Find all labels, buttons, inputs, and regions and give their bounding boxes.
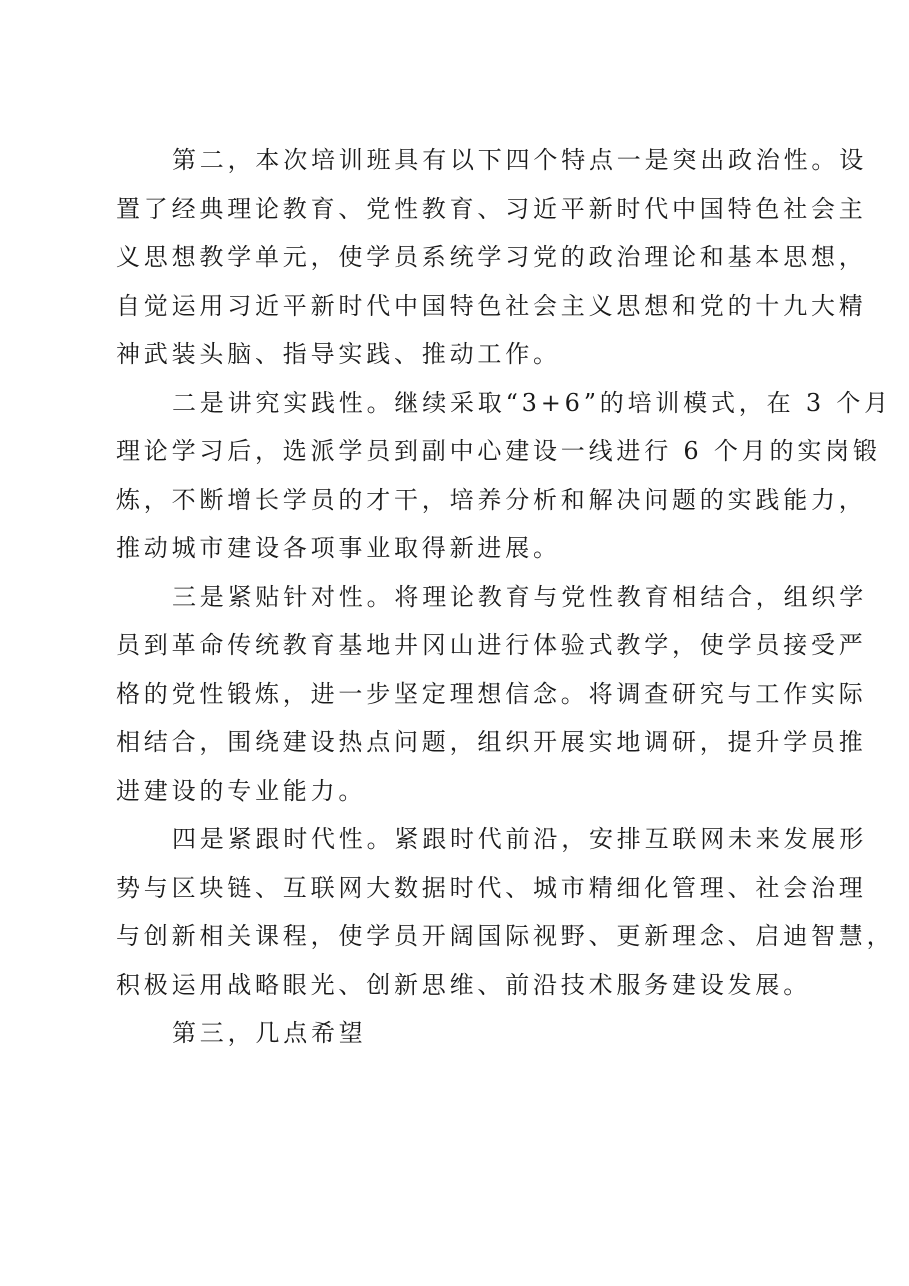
text-line: 自觉运用习近平新时代中国特色社会主义思想和党的十九大精 xyxy=(116,291,867,320)
text-line: 相结合，围绕建设热点问题，组织开展实地调研，提升学员推 xyxy=(116,728,867,756)
paragraph-third-hopes xyxy=(116,1009,804,1058)
text-line: 义思想教学单元，使学员系统学习党的政治理论和基本思想， xyxy=(116,243,867,271)
text-line: 置了经典理论教育、党性教育、习近平新时代中国特色社会主 xyxy=(116,194,867,223)
paragraph-second-point xyxy=(116,136,867,379)
paragraph-targeted xyxy=(116,573,867,816)
text-line: 四是紧跟时代性。紧跟时代前沿，安排互联网未来发展形 xyxy=(172,825,867,853)
paragraph-practice xyxy=(116,379,892,573)
text-line: 三是紧贴针对性。将理论教育与党性教育相结合，组织学 xyxy=(172,582,867,611)
text-line: 与创新相关课程，使学员开阔国际视野、更新理念、启迪智慧， xyxy=(116,922,895,950)
text-line: 炼，不断增长学员的才干，培养分析和解决问题的实践能力， xyxy=(116,485,867,514)
text-line: 第三，几点希望 xyxy=(172,1019,367,1047)
text-line: 员到革命传统教育基地井冈山进行体验式教学，使学员接受严 xyxy=(116,631,867,659)
text-line: 第二，本次培训班具有以下四个特点一是突出政治性。设 xyxy=(172,146,867,174)
document-body xyxy=(116,136,895,1058)
text-line: 推动城市建设各项事业取得新进展。 xyxy=(116,534,561,562)
paragraph-timeliness xyxy=(116,815,895,1009)
text-line: 积极运用战略眼光、创新思维、前沿技术服务建设发展。 xyxy=(116,970,811,999)
text-line: 进建设的专业能力。 xyxy=(116,776,367,805)
text-line: 神武装头脑、指导实践、推动工作。 xyxy=(116,340,561,368)
text-line: 格的党性锻炼，进一步坚定理想信念。将调查研究与工作实际 xyxy=(116,679,867,708)
text-line: 二是讲究实践性。继续采取“3+6”的培训模式，在 3 个月 xyxy=(172,388,892,417)
text-line: 理论学习后，选派学员到副中心建设一线进行 6 个月的实岗锻 xyxy=(116,437,881,465)
text-line: 势与区块链、互联网大数据时代、城市精细化管理、社会治理 xyxy=(116,873,867,902)
